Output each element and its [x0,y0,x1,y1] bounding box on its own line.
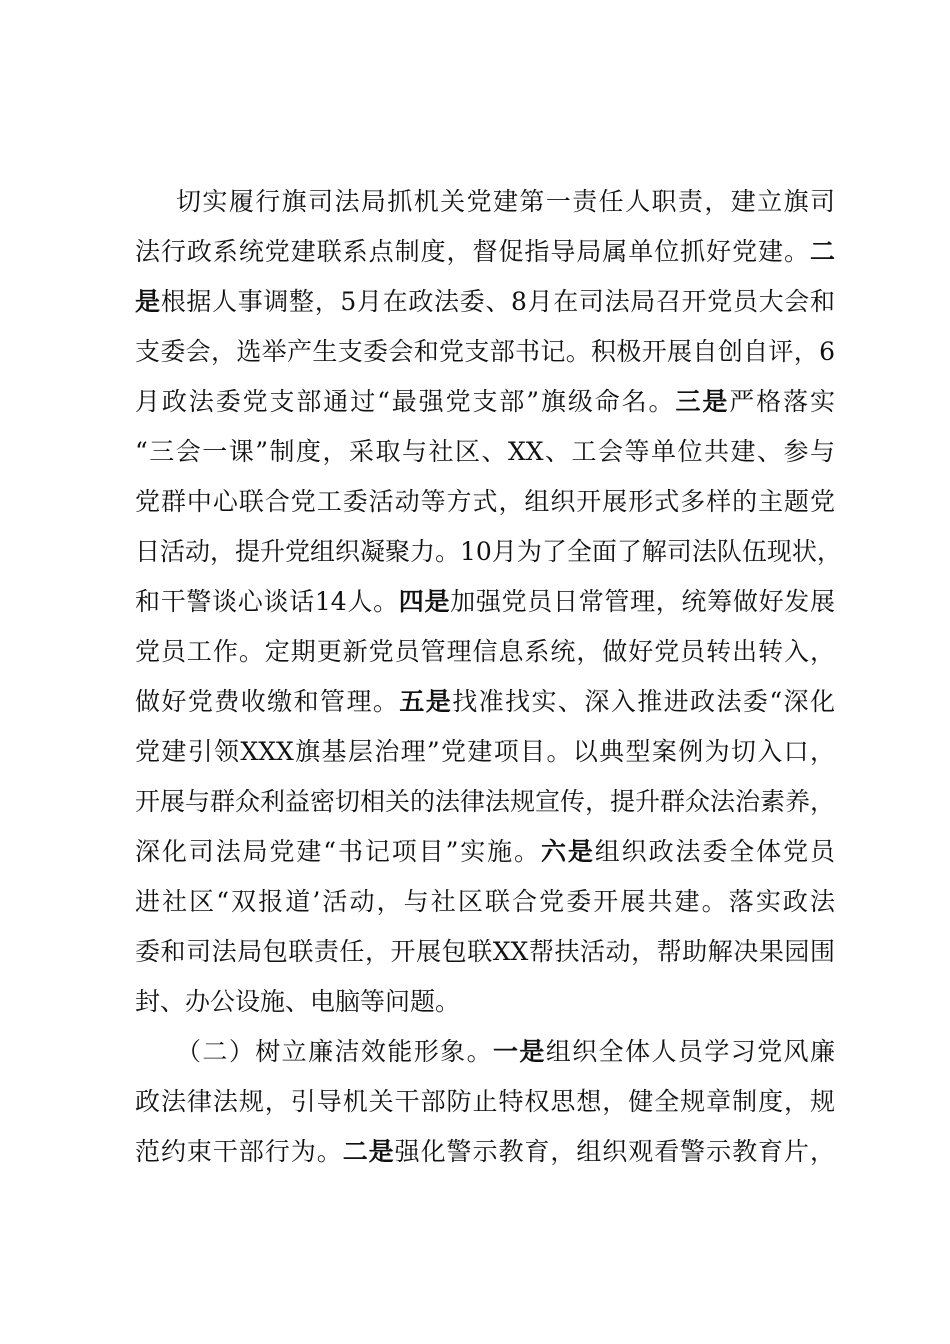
text-line [135,1082,835,1122]
text-run: 党建引领XXX旗基层治理”党建项目。以典型案例为切入口， [135,737,835,766]
text-line [135,232,835,272]
text-run: 找准找实、深入推进政法委“深化 [452,687,835,716]
text-line [135,1132,835,1172]
text-run: 委和司法局包联责任，开展包联XX帮扶活动，帮助解决果园围 [135,937,835,966]
text-line [135,832,835,872]
text-line [135,532,842,572]
text-run: 严格落实 [729,387,835,416]
text-line [135,482,835,522]
text-line [135,932,835,972]
text-run: 组织全体人员学习党风廉 [545,1037,835,1066]
text-run: 月政法委党支部通过“最强党支部”旗级命名。 [135,387,676,416]
text-line [135,382,835,422]
text-run: 切实履行旗司法局抓机关党建第一责任人职责，建立旗司 [176,187,835,216]
text-line [176,1032,835,1072]
text-run-bold: 四是 [398,587,451,616]
text-run: 加强党员日常管理，统筹做好发展 [450,587,835,616]
text-line [135,282,835,322]
text-run: 封、办公设施、电脑等问题。 [135,987,461,1016]
text-run: 组织政法委全体党员 [594,837,835,866]
text-run: 支委会，选举产生支委会和党支部书记。积极开展自创自评，6 [135,337,835,366]
text-line [135,682,835,722]
text-run: 进社区“双报道’活动，与社区联合党委开展共建。落实政法 [135,887,835,916]
text-run: 开展与群众利益密切相关的法律法规宣传，提升群众法治素养， [135,787,836,816]
text-run: 党群中心联合党工委活动等方式，组织开展形式多样的主题党 [135,487,835,516]
text-line [135,632,835,672]
text-run: 党员工作。定期更新党员管理信息系统，做好党员转出转入， [135,637,835,666]
text-run-bold: 二 [809,237,835,266]
text-line [135,782,835,822]
text-line [135,432,835,472]
text-line [135,882,835,922]
text-run: （二）树立廉洁效能形象。 [176,1037,493,1066]
text-run: 深化司法局党建“书记项目”实施。 [135,837,541,866]
text-run: 根据人事调整，5月在政法委、8月在司法局召开党员大会和 [160,287,835,316]
text-line [135,982,835,1022]
text-run: 范约束干部行为。 [135,1137,343,1166]
text-run-bold: 五是 [399,687,453,716]
text-run-bold: 是 [135,287,161,316]
text-run: “三会一课”制度，采取与社区、XX、工会等单位共建、参与 [135,437,835,466]
text-line [135,732,835,772]
text-run: 政法律法规，引导机关干部防止特权思想，健全规章制度，规 [135,1087,835,1116]
text-run: 法行政系统党建联系点制度，督促指导局属单位抓好党建。 [135,237,810,266]
text-run-bold: 二是 [342,1137,395,1166]
text-run-bold: 三是 [675,387,730,416]
text-run: 做好党费收缴和管理。 [135,687,400,716]
text-run-bold: 一是 [492,1037,546,1066]
text-line [176,182,835,222]
text-run-bold: 六是 [540,837,595,866]
text-run: 日活动，提升党组织凝聚力。10月为了全面了解司法队伍现状， [135,537,842,566]
text-run: 和干警谈心谈话14人。 [135,587,399,616]
text-line [135,332,835,372]
text-line [135,582,835,622]
text-run: 强化警示教育，组织观看警示教育片， [394,1137,835,1166]
